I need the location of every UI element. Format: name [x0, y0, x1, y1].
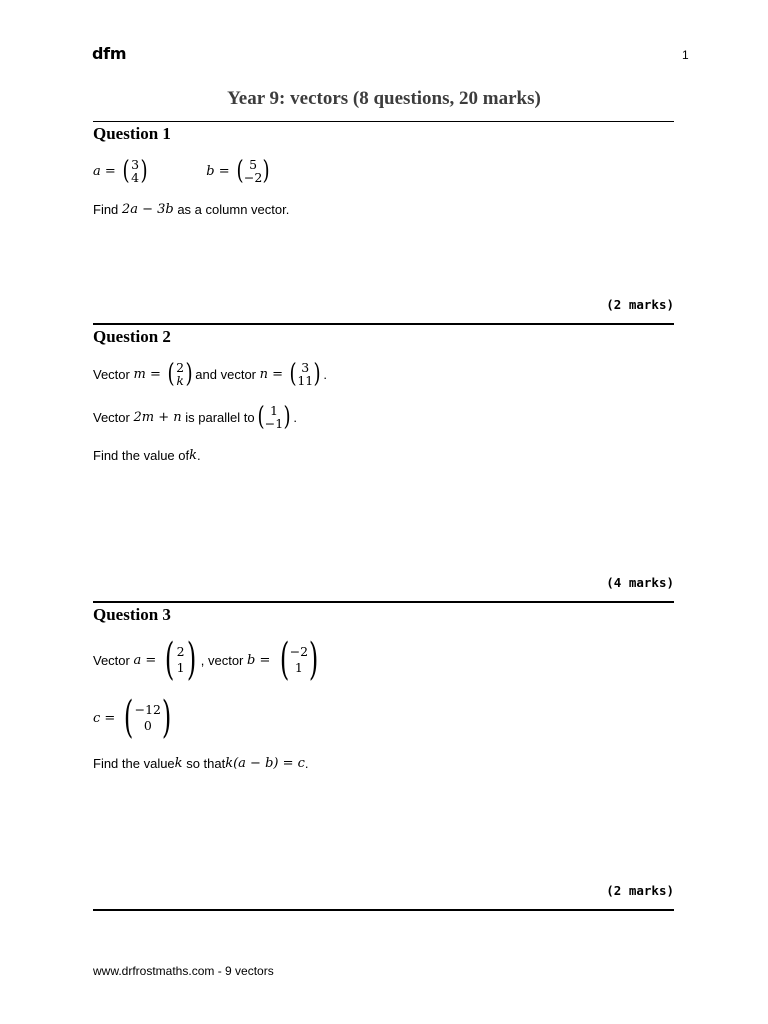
- vector-m-column: ( 2 k ): [167, 359, 193, 389]
- vector-b-column: ( 5 −2 ): [236, 156, 270, 186]
- parallel-vector-column: ( 1 −1 ): [257, 402, 291, 432]
- question-2-parallel-statement: Vector 2m + n is parallel to ( 1 −1 ) .: [93, 402, 297, 432]
- vector-n-label: n: [259, 366, 268, 382]
- vector-a-column: ( 2 1 ): [165, 634, 196, 685]
- question-1-marks: (2 marks): [606, 297, 674, 312]
- title-divider: [93, 121, 674, 122]
- vector-a-label: a: [93, 163, 101, 179]
- question-3-divider: [93, 909, 674, 911]
- question-1-given-vectors: a = ( 3 4 ) b = ( 5 −2 ): [93, 156, 270, 186]
- question-1-instruction: Find 2a − 3b as a column vector.: [93, 202, 290, 217]
- question-1-divider: [93, 323, 674, 325]
- question-3-marks: (2 marks): [606, 883, 674, 898]
- vector-b-label: b: [206, 163, 215, 179]
- question-3-vector-c: c = ( −12 0 ): [93, 696, 176, 740]
- question-2-heading: Question 2: [93, 327, 171, 346]
- question-2-instruction: Find the value of k .: [93, 448, 201, 463]
- question-2-given-vectors: Vector m = ( 2 k ) and vector n = ( 3 11 ) .: [93, 359, 328, 389]
- page-number: 1: [682, 48, 689, 62]
- vector-b-column: ( −2 1 ): [279, 634, 319, 685]
- vector-c-label: c: [93, 710, 101, 726]
- vector-b-label: b: [247, 652, 256, 668]
- vector-a-label: a: [133, 652, 142, 668]
- vector-a-column: ( 3 4 ): [122, 156, 148, 186]
- vector-n-column: ( 3 11 ): [289, 359, 321, 389]
- question-3-heading: Question 3: [93, 605, 171, 624]
- question-3-instruction: Find the value k so that k(a − b) = c .: [93, 756, 309, 771]
- vector-c-column: ( −12 0 ): [124, 692, 172, 743]
- vector-m-label: m: [133, 366, 146, 382]
- page-footer: www.drfrostmaths.com - 9 vectors: [93, 964, 274, 978]
- page-title: Year 9: vectors (8 questions, 20 marks): [227, 88, 541, 109]
- question-1-heading: Question 1: [93, 124, 171, 143]
- question-2-marks: (4 marks): [606, 575, 674, 590]
- question-2-divider: [93, 601, 674, 603]
- question-3-given-vectors: Vector a = ( 2 1 ) , vector b = ( −2 1 ): [93, 638, 323, 682]
- dfm-logo: dfm: [92, 44, 127, 63]
